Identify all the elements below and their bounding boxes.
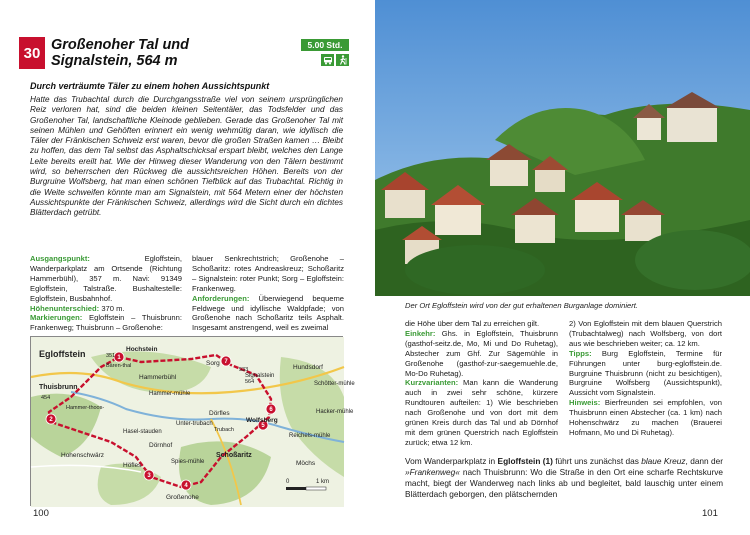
map-place-label: Hammer-mühle [149, 391, 191, 397]
map-elevation-label: 564 [245, 379, 255, 385]
map-place-label: Thuisbrunn [39, 384, 78, 391]
facts-column-2 [192, 254, 344, 333]
map-scale-label: 0 [286, 479, 290, 485]
info-paragraph [569, 349, 722, 399]
svg-text:3: 3 [147, 473, 151, 479]
desc-place: Egloffstein (1) [497, 456, 553, 466]
tour-title-line1: Großenoher Tal und [51, 37, 190, 53]
info-text: Burg Egloffstein, Termine für Führungen unter burg-egloffstein.de. Burgruine Thuisbrunn (nicht zu besichtigen), Burgruine Wolfsberg (Aussichtspunkt), Aussicht vom Signalstein. [569, 348, 722, 398]
info-label: Höhenunterschied: [30, 303, 100, 313]
info-text: Überwiegend bequeme Feldwege und idyllische Waldpfade; von Großenohe nach Schoßaritz teils Asphalt. Insgesamt anstrengend, weil es zweimal [192, 293, 344, 333]
info-paragraph [405, 329, 558, 379]
right-page [375, 0, 750, 535]
map-place-label: Schoßaritz [216, 452, 252, 459]
info-text: Man kann die Wanderung auch in zwei sehr schöne, kürzere Rundtouren aufteilen: 1) Wie beschrieben nach Großenohe und von dort mit dem grünen Kreis durch das Tal und ab Dörnhof mit dem grünen Querstrich nach Egloffstein zurück; etwa 12 km. [405, 378, 558, 447]
map-place-label: Hammerbühl [139, 374, 177, 381]
intro-heading: Durch verträumte Täler zu einem hohen Aussichtspunkt [30, 81, 270, 91]
page-number-left: 100 [33, 508, 49, 519]
info-text: Bierfreunden sei empfohlen, von Thuisbrunn einen Abstecher (ca. 1 km) nach Hohenschwärz zu machen (Brauerei Hofmann, Mo und Di Ruhetag). [569, 398, 722, 437]
hiker-icon [336, 54, 349, 66]
info-label: Kurzvarianten: [405, 378, 459, 388]
facts-column-1 [30, 254, 182, 333]
map-place-label: Hundsdorf [293, 364, 323, 371]
svg-text:6: 6 [269, 407, 273, 413]
map-place-label: Hochstein [126, 346, 158, 353]
info-paragraph [192, 294, 344, 334]
info-text: 2) Von Egloffstein mit dem blauen Querstrich (Trubachtalweg) nach Wolfsberg, von dort aus wie beschrieben weiter; ca. 12 km. [569, 319, 722, 348]
desc-rest: nach Thuisbrunn: Wo die Straße in den Ort eine scharfe Rechtskurve macht, biegt der Wanderweg nach links ab und begleitet, bald lauschig unter einem Blätterdach geborgen, den plätschernden [405, 467, 723, 499]
desc-intro: Vom Wanderparkplatz in [405, 456, 498, 466]
map-elevation-label: 533 [239, 367, 249, 373]
page-number-right: 101 [702, 508, 718, 519]
route-map [30, 336, 355, 506]
map-place-label: Spies-mühle [171, 459, 205, 465]
map-place-label: Sorg [206, 360, 220, 367]
route-description [405, 456, 723, 500]
map-place-label: Großenohe [166, 494, 199, 501]
info-label: Anforderungen: [192, 293, 250, 303]
info-paragraph [405, 319, 558, 329]
bus-icon [321, 54, 334, 66]
info-text: die Höhe über dem Tal zu erreichen gilt. [405, 319, 540, 328]
map-place-label: Möchs [296, 460, 316, 467]
map-place-label: Hacker-mühle [316, 409, 354, 415]
map-place-label: Dörfles [209, 410, 230, 417]
desc-mid2: , dann der [685, 456, 724, 466]
map-place-label: Dörnhof [149, 442, 173, 449]
map-place-label: Unter-trubach [176, 421, 213, 427]
photo-caption: Der Ort Egloffstein wird von der gut erhaltenen Burganlage dominiert. [405, 301, 638, 310]
info-label: Ausgangspunkt: [30, 254, 90, 263]
map-place-label: Trubach [214, 427, 234, 433]
desc-frankenweg: »Frankenweg« [405, 467, 460, 477]
info-label: Hinweis: [569, 398, 601, 408]
map-place-label: Signalstein [245, 373, 275, 379]
info-paragraph [30, 313, 182, 333]
tour-title-line2: Signalstein, 564 m [51, 53, 178, 69]
info-text: 370 m. [99, 303, 125, 313]
svg-text:7: 7 [224, 359, 228, 365]
info-paragraph [30, 304, 182, 314]
info-text: Ghs. in Egloffstein, Thuisbrunn (gasthof-seitz.de, Mo, Mi und Do Ruhetag), Abstecher zum Ghf. Zur Sägemühle in Großenohe (gasthof-zur-saegemuehle.de, Mo-Do Ruhetag). [405, 328, 558, 378]
map-place-label: Bären-thal [106, 363, 132, 369]
svg-text:5: 5 [261, 423, 265, 429]
intro-text: Hatte das Trubachtal durch die Durchgangsstraße viel von seinem ursprünglichen Reiz verloren hat, sind die beiden kleinen Seitentäler, das Todsfelder und das Großenoher Tal, landschaftliche Kleinode geblieben. Gerade das Großenoher Tal mit seinen Mühlen und Gehöften erinnert ein wenig wehmütig daran, wie idyllisch die Täler der Fränkischen Schweiz erst waren, bevor die großen Straßen kamen … Bleibt zu hoffen, das dem Tal selbst das Asphaltschicksal erspart bleibt, welches den Lange Leite bereits ereilt hat. Wie der Hinweg dieser Wanderung von den Tälern bestimmt wird, so beherrschen den Rückweg die aussichtsreichen Höhen. Bereits von der Burgruine Wolfsberg, hat man einen schönen Tiefblick auf das Trubachtal. Richtig in die Weite schweifen könnte man am Signalstein, mit 564 Metern einer der höchsten Aussichtspunkte der Fränkischen Schweiz, allerdings wird die Sicht durch ein dichtes Blätterdach getrübt. [30, 95, 343, 218]
svg-text:2: 2 [49, 417, 53, 423]
tour-number-badge: 30 [19, 37, 45, 69]
info-label: Tipps: [569, 348, 592, 358]
photo-egloffstein [375, 0, 750, 296]
map-place-label: Egloffstein [39, 349, 86, 359]
map-elevation-label: 454 [41, 395, 51, 401]
tour-header [19, 37, 349, 69]
info-label: Einkehr: [405, 328, 436, 338]
map-place-label: Schötter-mühle [314, 381, 355, 387]
info-column-2 [569, 319, 722, 438]
map-place-label: Hammer-thoos- [66, 405, 105, 411]
info-text: Egloffstein – Thuisbrunn: Frankenweg; Thuisbrunn – Großenohe: [30, 313, 182, 333]
info-text: Egloffstein, Wanderparkplatz am Ortsende (Richtung Hammerbühl), 357 m. Navi: 91349 Egloffstein, Talstraße. Bushaltestelle: Egloffstein, Busbahnhof. [30, 254, 182, 303]
tour-icons [321, 54, 349, 66]
svg-text:4: 4 [184, 483, 188, 489]
desc-blue-cross: blaue Kreuz [641, 456, 686, 466]
map-elevation-label: 351 [106, 353, 116, 359]
desc-mid: führt uns zunächst das [552, 456, 642, 466]
info-paragraph [405, 378, 558, 447]
duration-badge: 5.00 Std. [301, 39, 349, 51]
info-label: Markierungen: [30, 313, 83, 323]
info-paragraph [569, 398, 722, 438]
info-column-1 [405, 319, 558, 448]
map-place-label: Höfles [123, 462, 142, 469]
map-place-label: Hasel-stauden [123, 429, 162, 435]
info-paragraph [569, 319, 722, 349]
map-place-label: Hohenschwärz [61, 452, 104, 459]
map-scale-label: 1 km [316, 479, 330, 485]
svg-text:1: 1 [117, 355, 121, 361]
map-place-label: Wolfsberg [246, 417, 278, 424]
info-paragraph [192, 254, 344, 294]
tour-title [51, 37, 189, 69]
info-paragraph [30, 254, 182, 304]
map-place-label: Reichels-mühle [289, 433, 331, 439]
info-text: blauer Senkrechtstrich; Großenohe – Schoßaritz: rotes Andreaskreuz; Schoßaritz – Signalstein: roter Punkt; Sorg – Egloffstein: Frankenweg. [192, 254, 344, 293]
